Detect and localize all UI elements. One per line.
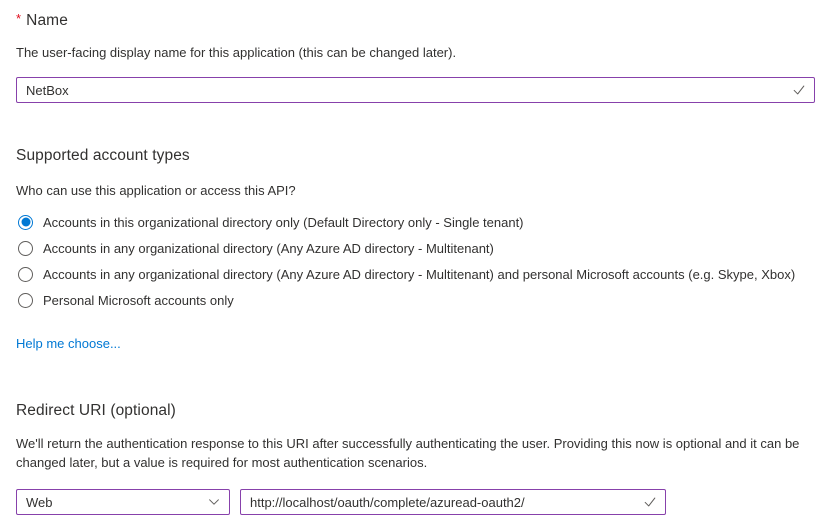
- required-asterisk: *: [16, 11, 22, 26]
- radio-button-icon[interactable]: [18, 293, 33, 308]
- radio-button-icon[interactable]: [18, 267, 33, 282]
- account-types-question: Who can use this application or access this API?: [16, 183, 296, 198]
- redirect-uri-title: Redirect URI (optional): [16, 402, 176, 419]
- platform-select[interactable]: [16, 489, 230, 515]
- account-types-title: Supported account types: [16, 147, 190, 164]
- redirect-uri-description: We'll return the authentication response to this URI after successfully authenticating the user. Providing this now is optional and it can be changed later, but a value is required for most authentication scenarios.: [16, 436, 800, 470]
- help-me-choose-link[interactable]: Help me choose...: [16, 336, 121, 351]
- account-type-option-label: Accounts in any organizational directory (Any Azure AD directory - Multitenant): [43, 240, 494, 256]
- account-type-option[interactable]: [16, 287, 815, 313]
- name-input-container: [16, 77, 815, 103]
- account-type-option[interactable]: [16, 235, 815, 261]
- account-type-option-label: Accounts in any organizational directory (Any Azure AD directory - Multitenant) and personal Microsoft accounts (e.g. Skype, Xbox): [43, 266, 796, 282]
- account-type-options: [16, 209, 815, 313]
- account-type-option[interactable]: [16, 261, 815, 287]
- platform-select-value: Web: [26, 494, 53, 510]
- name-description: The user-facing display name for this application (this can be changed later).: [16, 45, 457, 60]
- account-type-option-label: Accounts in this organizational directory only (Default Directory only - Single tenant): [43, 214, 524, 230]
- redirect-uri-input-container: [240, 489, 666, 515]
- redirect-uri-section: [16, 402, 815, 515]
- account-type-option[interactable]: [16, 209, 815, 235]
- redirect-uri-controls: [16, 489, 815, 515]
- chevron-down-icon: [207, 495, 221, 509]
- name-input[interactable]: [17, 78, 814, 102]
- name-section-title: Name: [26, 12, 68, 29]
- account-types-section: [16, 147, 815, 353]
- radio-button-icon[interactable]: [18, 215, 33, 230]
- radio-button-icon[interactable]: [18, 241, 33, 256]
- account-type-option-label: Personal Microsoft accounts only: [43, 292, 234, 308]
- redirect-uri-input[interactable]: [241, 490, 665, 514]
- name-section-header: [16, 12, 815, 30]
